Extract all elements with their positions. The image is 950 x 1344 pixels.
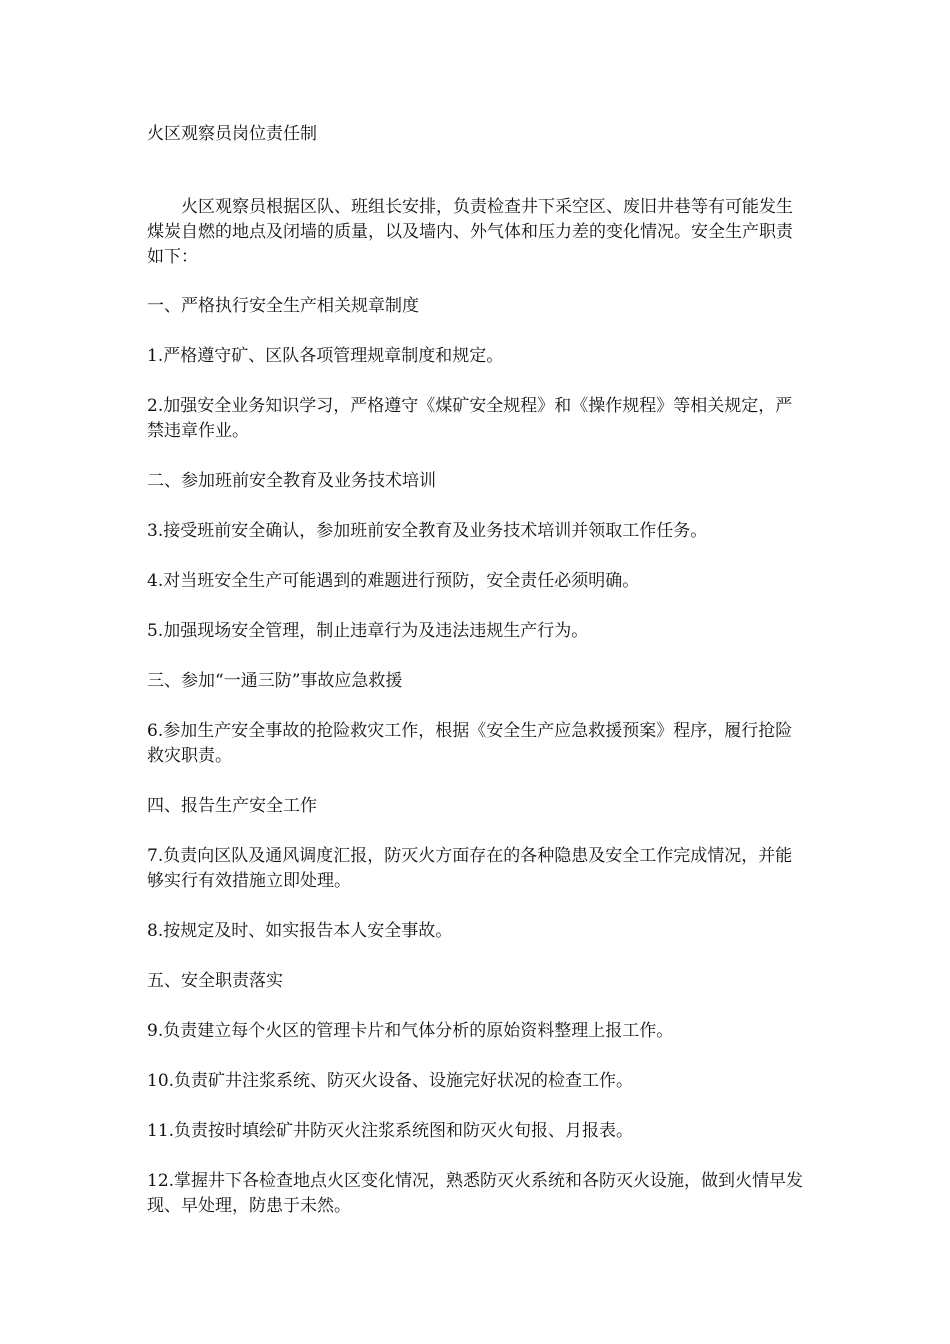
duty-item-1: 1.严格遵守矿、区队各项管理规章制度和规定。 <box>147 346 504 366</box>
duty-item-6: 6.参加生产安全事故的抢险救灾工作，根据《安全生产应急救援预案》程序，履行抢险救灾职责。 <box>147 721 793 766</box>
duty-item-10: 10.负责矿井注浆系统、防灭火设备、设施完好状况的检查工作。 <box>147 1071 634 1091</box>
duty-item-9: 9.负责建立每个火区的管理卡片和气体分析的原始资料整理上报工作。 <box>147 1021 674 1041</box>
section-heading-4: 四、报告生产安全工作 <box>147 796 317 816</box>
document-body <box>147 122 807 1244</box>
duty-item-12: 12.掌握井下各检查地点火区变化情况，熟悉防灭火系统和各防灭火设施，做到火情早发现、早处理，防患于未然。 <box>147 1171 804 1216</box>
duty-item-4: 4.对当班安全生产可能遇到的难题进行预防，安全责任必须明确。 <box>147 571 640 591</box>
section-heading-1: 一、严格执行安全生产相关规章制度 <box>147 296 419 316</box>
section-heading-5: 五、安全职责落实 <box>147 971 283 991</box>
section-heading-2: 二、参加班前安全教育及业务技术培训 <box>147 471 436 491</box>
duty-item-2: 2.加强安全业务知识学习，严格遵守《煤矿安全规程》和《操作规程》等相关规定，严禁违章作业。 <box>147 396 793 441</box>
duty-item-7: 7.负责向区队及通风调度汇报，防灭火方面存在的各种隐患及安全工作完成情况，并能够实行有效措施立即处理。 <box>147 846 793 891</box>
intro-paragraph: 火区观察员根据区队、班组长安排，负责检查井下采空区、废旧井巷等有可能发生煤炭自燃的地点及闭墙的质量，以及墙内、外气体和压力差的变化情况。安全生产职责如下： <box>147 197 793 267</box>
duty-item-3: 3.接受班前安全确认，参加班前安全教育及业务技术培训并领取工作任务。 <box>147 521 708 541</box>
section-heading-3: 三、参加“一通三防”事故应急救援 <box>147 671 403 691</box>
duty-item-5: 5.加强现场安全管理，制止违章行为及违法违规生产行为。 <box>147 621 589 641</box>
duty-item-8: 8.按规定及时、如实报告本人安全事故。 <box>147 921 453 941</box>
document-title: 火区观察员岗位责任制 <box>147 124 317 144</box>
duty-item-11: 11.负责按时填绘矿井防灭火注浆系统图和防灭火旬报、月报表。 <box>147 1121 634 1141</box>
